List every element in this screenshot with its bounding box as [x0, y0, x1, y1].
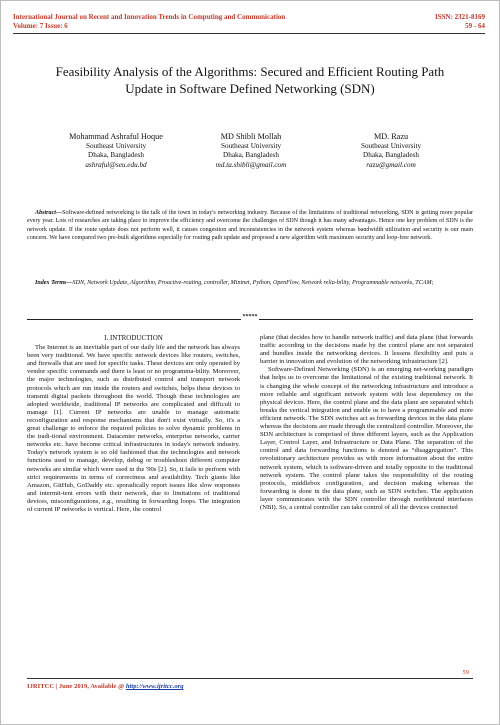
author-affiliation: Southeast University	[85, 142, 147, 151]
journal-volume: Volume: 7 Issue: 6	[13, 21, 68, 30]
author-location: Dhaka, Bangladesh	[363, 151, 419, 160]
separator-line-left	[27, 319, 241, 320]
author-name: MD. Razu	[373, 132, 409, 141]
separator-line-right	[259, 319, 473, 320]
journal-issn: ISSN: 2321-8169	[435, 13, 485, 21]
left-column	[27, 334, 240, 514]
footer-link[interactable]: http://www.ijritcc.org	[125, 683, 184, 690]
journal-pages: 59 - 64	[465, 21, 485, 30]
index-terms	[27, 279, 473, 287]
section-separator	[27, 315, 473, 323]
title-line-1: Feasibility Analysis of the Algorithms: Secured and Efficient Routing Path	[55, 64, 445, 79]
author-1	[41, 132, 191, 170]
author-name: Mohammad Ashraful Hoque	[69, 132, 163, 141]
author-location: Dhaka, Bangladesh	[223, 151, 279, 160]
author-location: Dhaka, Bangladesh	[88, 151, 144, 160]
index-terms-label: Index Terms—	[35, 280, 73, 286]
author-email: razu@gmail.com	[366, 160, 416, 169]
body-paragraph: The Internet is an inevitable part of our daily life and the network has always been very traditional. We have specific network devices like routers, switches, and firewalls that are used for specific tasks. These devices are only operated by vendor specific commands and there is least or no programma-bility. Moreover, the major technologies, such as distributed control and transport network protocols which are run inside the routers and switches, helps these devices to transmit digital packets throughout the world. Though these technologies are adopted worldwide, traditional IP networks are complicated and difficult to manage [1]. Current IP networks are unable to manage automatic reconfiguration and response mechanisms that don't exist virtually. So, it's a great challenge to enforce the required policies to solve dynamic problems in the tradi-tional environment. Datacenter networks, enterprise networks, carrier networks etc. have become critical infrastructures in today's network industry. Today's network system is so old fashioned that the technologies and network functions used to manage, develop, debug or troubleshoot different computer networks are similar which were used in the '90s [2]. So, it fails to perform with strict requirements in terms of correctness and availability. Tech giants like Amazon, GitHub, GoDaddy etc. sporadically report issues like slow responses and intermit-tent errors with their network, due to limitations of traditional devices, misconfigurations, e.g., resulting in forwarding loops. The integration of current IP networks is vertical. Here, the control	[27, 344, 240, 513]
author-email: md.ta.shibli@gmail.com	[215, 160, 287, 169]
body-paragraph: Software-Defined Networking (SDN) is an emerging net-working paradigm that helps us to overcome the limitational of the existing traditional network. It is changing the whole concept of the networking infrastructure and introduce a more reliable and significant network system with less dependency on the physical devices. Here, the control plane and the data plane are separated which breaks the vertical integration and enable us to have a programmable and more efficient network. The SDN switches act as forwarding devices in the data plane whereas the decisions are made through the centralized controller. Moreover, the SDN architecture is comprised of three different layers, such as the Application Layer, Control Layer, and Infrastructure or Data Plane. The separation of the control and data forwarding functions is denoted as “disaggregation”. This revolutionary architecture provides us with more information about the entire network system, which is software-driven and totally opposite to the traditional network system. The control plane takes the responsibility of the routing protocols, middlebox configuration, and decision making whereas the forwarding is done in the data plane, such as SDN switches. The application layer communicates with the SDN controller through northbound interfaces (NBI). So, a central controller can take control of all the devices connected	[260, 366, 473, 511]
journal-name: International Journal on Recent and Innovation Trends in Computing and Communication	[13, 13, 286, 21]
title-line-2: Update in Software Defined Networking (SDN)	[125, 81, 375, 96]
abstract	[27, 209, 473, 242]
separator-stars: *****	[242, 314, 258, 320]
paper-title	[21, 63, 479, 97]
author-email: ashraful@seu.edu.bd	[85, 160, 147, 169]
author-3	[316, 132, 466, 170]
body-paragraph: plane (that decides how to handle network traffic) and data plane (that forwards traffic according to the decisions made by the control plane are not separated and bundles inside the networking devices. It lessens flexibility and puts a barrier in innovation and evolution of the networking infrastructure [2].	[260, 334, 473, 366]
author-2	[176, 132, 326, 170]
footer-text: IJRITCC | June 2019, Available @	[27, 683, 126, 690]
right-column	[260, 334, 473, 512]
header-rule	[13, 33, 485, 34]
page-number: 59	[462, 669, 469, 676]
abstract-label: Abstract—	[35, 210, 63, 216]
author-name: MD Shibli Mollah	[220, 132, 282, 141]
author-block	[21, 132, 479, 184]
abstract-text: Software-defined networking is the talk of the town in today's networking industry. Because of the limitations of traditional networking, SDN is getting more popular every year. Lots of researches are taking place to improve the efficiency and overcome the challenges of SDN though it has many advantages. Hence one key problem of SDN is the network update. If the route update does not perform well, it causes congestion and inconsistencies in the network system whereas bandwidth utilization and security is our main concern. We have compared two pre-built algorithms especially for routing path update and proposed a new algorithm with maximum security and loop-free network.	[27, 210, 473, 241]
section-heading: I. INTRODUCTION	[104, 334, 163, 342]
footer-rule	[27, 678, 473, 679]
footer	[27, 683, 184, 690]
author-affiliation: Southeast University	[360, 142, 422, 151]
index-terms-text: SDN, Network Update, Algorithm, Proactive-routing, controller, Mininet, Python, OpenFlow, Network relia-bility, Programmable networks, TCAM;	[72, 280, 434, 286]
author-affiliation: Southeast University	[220, 142, 282, 151]
